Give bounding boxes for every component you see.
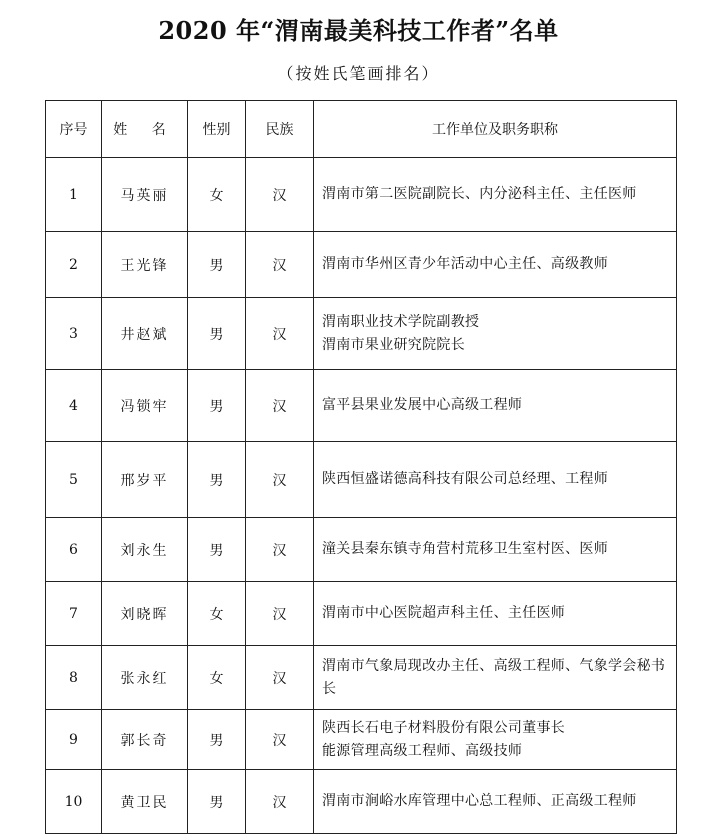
table-row bbox=[46, 518, 677, 582]
cell-name: 刘晓晖 bbox=[102, 582, 188, 646]
cell-org bbox=[314, 370, 677, 442]
cell-ethnicity: 汉 bbox=[246, 770, 314, 834]
header-name: 姓 名 bbox=[102, 101, 188, 158]
table-row bbox=[46, 710, 677, 770]
cell-index: 5 bbox=[46, 442, 102, 518]
cell-index: 6 bbox=[46, 518, 102, 582]
cell-index: 10 bbox=[46, 770, 102, 834]
cell-gender: 男 bbox=[188, 298, 246, 370]
cell-gender: 男 bbox=[188, 232, 246, 298]
header-index: 序号 bbox=[46, 101, 102, 158]
cell-org bbox=[314, 442, 677, 518]
org-line: 渭南职业技术学院副教授 bbox=[322, 313, 480, 330]
table-row bbox=[46, 442, 677, 518]
cell-name: 邢岁平 bbox=[102, 442, 188, 518]
cell-gender: 男 bbox=[188, 518, 246, 582]
cell-index: 2 bbox=[46, 232, 102, 298]
cell-ethnicity: 汉 bbox=[246, 298, 314, 370]
header-org: 工作单位及职务职称 bbox=[314, 101, 677, 158]
cell-gender: 男 bbox=[188, 370, 246, 442]
cell-ethnicity: 汉 bbox=[246, 370, 314, 442]
org-line: 能源管理高级工程师、高级技师 bbox=[322, 742, 523, 759]
header-gender: 性别 bbox=[188, 101, 246, 158]
cell-gender: 女 bbox=[188, 158, 246, 232]
org-line: 渭南市华州区青少年活动中心主任、高级教师 bbox=[322, 256, 608, 272]
cell-gender: 女 bbox=[188, 646, 246, 710]
cell-index: 9 bbox=[46, 710, 102, 770]
org-line: 渭南市气象局现改办主任、高级工程师、气象学会秘书长 bbox=[322, 657, 666, 697]
roster-table bbox=[45, 100, 677, 834]
table-row bbox=[46, 582, 677, 646]
cell-org bbox=[314, 646, 677, 710]
cell-org bbox=[314, 518, 677, 582]
table-body bbox=[46, 158, 677, 834]
page-title: 2020 年“渭南最美科技工作者”名单 bbox=[158, 16, 559, 45]
page-subtitle: （按姓氏笔画排名） bbox=[277, 64, 440, 83]
cell-org bbox=[314, 770, 677, 834]
cell-index: 3 bbox=[46, 298, 102, 370]
cell-name: 刘永生 bbox=[102, 518, 188, 582]
cell-org bbox=[314, 298, 677, 370]
cell-org bbox=[314, 232, 677, 298]
cell-name: 张永红 bbox=[102, 646, 188, 710]
org-line: 渭南市果业研究院院长 bbox=[322, 336, 465, 353]
cell-gender: 女 bbox=[188, 582, 246, 646]
cell-ethnicity: 汉 bbox=[246, 442, 314, 518]
cell-ethnicity: 汉 bbox=[246, 518, 314, 582]
cell-gender: 男 bbox=[188, 710, 246, 770]
cell-name: 王光锋 bbox=[102, 232, 188, 298]
cell-name: 郭长奇 bbox=[102, 710, 188, 770]
org-line: 潼关县秦东镇寺角营村荒移卫生室村医、医师 bbox=[322, 541, 608, 557]
table-row bbox=[46, 770, 677, 834]
table-row bbox=[46, 158, 677, 232]
cell-ethnicity: 汉 bbox=[246, 710, 314, 770]
cell-gender: 男 bbox=[188, 442, 246, 518]
cell-gender: 男 bbox=[188, 770, 246, 834]
org-line: 富平县果业发展中心高级工程师 bbox=[322, 397, 523, 413]
cell-ethnicity: 汉 bbox=[246, 158, 314, 232]
cell-ethnicity: 汉 bbox=[246, 646, 314, 710]
cell-org bbox=[314, 158, 677, 232]
cell-index: 1 bbox=[46, 158, 102, 232]
cell-index: 8 bbox=[46, 646, 102, 710]
cell-ethnicity: 汉 bbox=[246, 582, 314, 646]
cell-name: 黄卫民 bbox=[102, 770, 188, 834]
cell-name: 冯锁牢 bbox=[102, 370, 188, 442]
cell-org bbox=[314, 710, 677, 770]
table-row bbox=[46, 370, 677, 442]
cell-index: 4 bbox=[46, 370, 102, 442]
table-row bbox=[46, 232, 677, 298]
table-header-row bbox=[46, 101, 677, 158]
org-line: 陕西恒盛诺德高科技有限公司总经理、工程师 bbox=[322, 471, 608, 487]
org-line: 渭南市第二医院副院长、内分泌科主任、主任医师 bbox=[322, 186, 637, 202]
header-ethnicity: 民族 bbox=[246, 101, 314, 158]
table-row bbox=[46, 298, 677, 370]
org-line: 陕西长石电子材料股份有限公司董事长 bbox=[322, 719, 566, 736]
cell-org bbox=[314, 582, 677, 646]
table-row bbox=[46, 646, 677, 710]
org-line: 渭南市涧峪水库管理中心总工程师、正高级工程师 bbox=[322, 793, 637, 809]
cell-name: 马英丽 bbox=[102, 158, 188, 232]
cell-name: 井赵斌 bbox=[102, 298, 188, 370]
org-line: 渭南市中心医院超声科主任、主任医师 bbox=[322, 605, 566, 621]
cell-index: 7 bbox=[46, 582, 102, 646]
cell-ethnicity: 汉 bbox=[246, 232, 314, 298]
